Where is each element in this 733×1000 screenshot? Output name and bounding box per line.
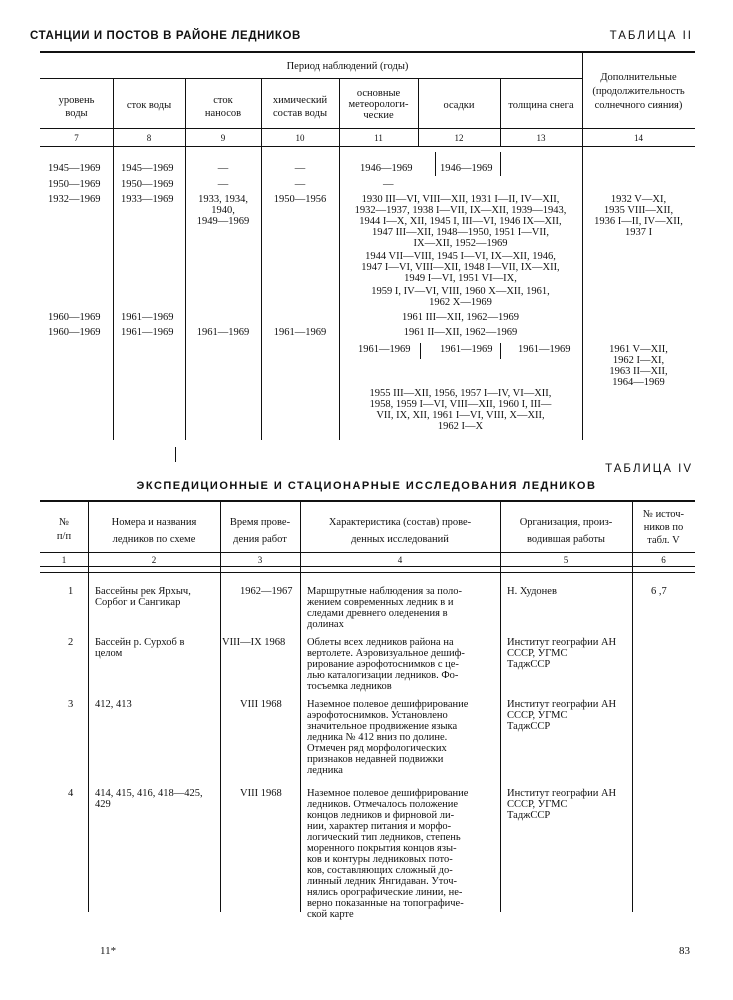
t4-row-number: 3	[68, 699, 74, 710]
t4-row-number: 4	[68, 788, 74, 799]
t4-row-number: 1	[68, 586, 74, 597]
cell-chemistry: —	[294, 163, 306, 174]
page-signature: 11*	[100, 945, 117, 957]
t4-glacier-name: Бассейн р. Сурхоб в целом	[95, 637, 185, 659]
t4-row-number: 2	[68, 637, 74, 648]
t4-col-num: 6	[661, 555, 666, 565]
cell-chemistry: 1950—1956	[273, 194, 327, 205]
col-num: 12	[454, 133, 464, 143]
table-ii-label: ТАБЛИЦА II	[609, 30, 693, 42]
cell-runoff: 1950—1969	[121, 179, 174, 190]
t4-header: № п/п	[56, 517, 72, 542]
extra-header: Дополнительные (продолжительность солнечного сияния)	[592, 72, 685, 111]
col-header-chemistry: химический состав воды	[272, 95, 328, 119]
cell-runoff: 1961—1969	[121, 327, 174, 338]
col-num: 14	[634, 133, 643, 143]
cell-water-level: 1960—1969	[48, 312, 101, 323]
page-number: 83	[679, 945, 690, 957]
table-iv-label: ТАБЛИЦА IV	[605, 463, 693, 475]
cell-runoff: 1961—1969	[121, 312, 174, 323]
t4-organization: Институт географии АН СССР, УГМС ТаджССР	[507, 637, 617, 670]
page-header-title: СТАНЦИИ И ПОСТОВ В РАЙОНЕ ЛЕДНИКОВ	[30, 30, 301, 42]
span-block: 1961 II—XII, 1962—1969	[403, 327, 518, 338]
col-num: 10	[295, 133, 305, 143]
cell-water-level: 1932—1969	[48, 194, 101, 205]
cell-runoff: 1933—1969	[121, 194, 174, 205]
t4-header: № источ- ников по табл. V	[642, 509, 685, 546]
t4-header: Характеристика (состав) прове- денных исследований	[328, 517, 472, 545]
t4-organization: Институт географии АН СССР, УГМС ТаджССР	[507, 699, 617, 732]
t4-time: VIII 1968	[240, 788, 282, 799]
t4-header: Время прове- дения работ	[229, 517, 291, 545]
span-block: 1961 III—XII, 1962—1969	[402, 312, 519, 323]
cell-runoff: 1945—1969	[121, 163, 174, 174]
t4-time: VIII 1968	[240, 699, 282, 710]
col-header-precip: осадки	[443, 100, 475, 111]
col-header-snow: толщина снега	[508, 100, 574, 111]
period-group-header: Период наблюдений (годы)	[286, 61, 409, 72]
t4-time: VIII—IX 1968	[222, 637, 286, 648]
cell-snow: 1961—1969	[518, 344, 571, 355]
t4-glacier-name: 414, 415, 416, 418—425, 429	[95, 788, 203, 810]
col-num: 7	[74, 133, 79, 143]
span-block: 1944 VII—VIII, 1945 I—VI, IX—XII, 1946, 1947 I—VI, VIII—XII, 1948 I—VII, IX—XII, 1949 I—VI, 1951 VI—IX,	[361, 251, 560, 284]
t4-time: 1962—1967	[240, 586, 293, 597]
t4-header: Организация, произ- водившая работы	[519, 517, 613, 545]
t4-source: 6 ,7	[651, 586, 667, 597]
cell-sediment: —	[217, 179, 229, 190]
col-num: 11	[374, 133, 383, 143]
t4-col-num: 3	[257, 555, 263, 565]
cell-precip: 1946—1969	[440, 163, 493, 174]
cell-sediment: 1961—1969	[196, 327, 250, 338]
cell-sunshine: 1961 V—XII, 1962 I—XI, 1963 II—XII, 1964—1969	[609, 344, 668, 388]
span-block: 1930 III—VI, VIII—XII, 1931 I—II, IV—XII, 1932—1937, 1938 I—VII, IX—XII, 1939—1943, 1944 I—X, XII, 1945 I, III—VI, 1946 IX—XII, 1947 III—XII, 1948—1950, 1951 I—VII, IX—XII, 1952—1969	[354, 194, 567, 249]
col-header-water-level: уровень воды	[58, 95, 95, 119]
t4-description: Маршрутные наблюдения за поло- жением современных ледник в и следами древнего оледенения в долинах	[307, 586, 462, 630]
cell-meteo: 1946—1969	[360, 163, 413, 174]
table-iv-title: ЭКСПЕДИЦИОННЫЕ И СТАЦИОНАРНЫЕ ИССЛЕДОВАНИЯ ЛЕДНИКОВ	[136, 480, 597, 492]
col-num: 9	[220, 133, 226, 143]
t4-header: Номера и названия ледников по схеме	[111, 517, 197, 545]
cell-precip: 1961—1969	[440, 344, 493, 355]
t4-organization: Н. Худонев	[507, 586, 557, 597]
col-header-sediment: сток наносов	[204, 95, 242, 119]
cell-chemistry: 1961—1969	[273, 327, 327, 338]
cell-chemistry: —	[294, 179, 306, 190]
cell-water-level: 1960—1969	[48, 327, 101, 338]
t4-glacier-name: Бассейны рек Ярхыч, Сорбог и Сангикар	[95, 586, 191, 608]
t4-description: Облеты всех ледников района на вертолете. Аэровизуальное дешиф- рирование аэрофотоснимков с це- лью каталогизации ледников. Фо- тосъемка ледников	[307, 637, 465, 692]
t4-description: Наземное полевое дешифрирование аэрофотоснимков. Установлено значительное продвижение языка ледника № 412 вниз по долине. Отмечен ряд морфологических признаков недавней подвижки ледника	[307, 699, 469, 776]
col-header-meteo: основные метеорологи- ческие	[348, 88, 409, 121]
t4-col-num: 2	[151, 555, 157, 565]
col-num: 8	[146, 133, 152, 143]
cell-meteo: —	[383, 179, 394, 190]
t4-description: Наземное полевое дешифрирование ледников. Отмечалось положение концов ледников и фирновой ли- нии, характер питания и морфо- логический тип ледников, степень моренного покрытия концов язы- ков и контуры ледниковых пото- ков, составляющих сложный до- линный ледник Янгидаван. Уточ- нялись орографические линии, не- верно показанные на топографиче- ской карте	[307, 788, 469, 920]
t4-organization: Институт географии АН СССР, УГМС ТаджССР	[507, 788, 617, 821]
t4-col-num: 4	[397, 555, 403, 565]
cell-sediment: 1933, 1934, 1940, 1949—1969	[196, 194, 250, 227]
cell-sediment: —	[217, 163, 229, 174]
t4-col-num: 1	[61, 555, 67, 565]
cell-water-level: 1945—1969	[48, 163, 101, 174]
cell-sunshine: 1932 V—XI, 1935 VIII—XII, 1936 I—II, IV—XII, 1937 I	[594, 194, 683, 238]
t4-glacier-name: 412, 413	[95, 699, 132, 710]
span-block: 1955 III—XII, 1956, 1957 I—IV, VI—XII, 1958, 1959 I—VI, VIII—XII, 1960 I, III— VII, IX, XII, 1961 I—VI, VIII, X—XII, 1962 I—X	[369, 388, 552, 432]
col-num: 13	[536, 133, 546, 143]
cell-water-level: 1950—1969	[48, 179, 101, 190]
t4-col-num: 5	[563, 555, 569, 565]
col-header-runoff: сток воды	[126, 100, 172, 111]
span-block: 1959 I, IV—VI, VIII, 1960 X—XII, 1961, 1962 X—1969	[371, 286, 550, 308]
cell-meteo: 1961—1969	[358, 344, 411, 355]
